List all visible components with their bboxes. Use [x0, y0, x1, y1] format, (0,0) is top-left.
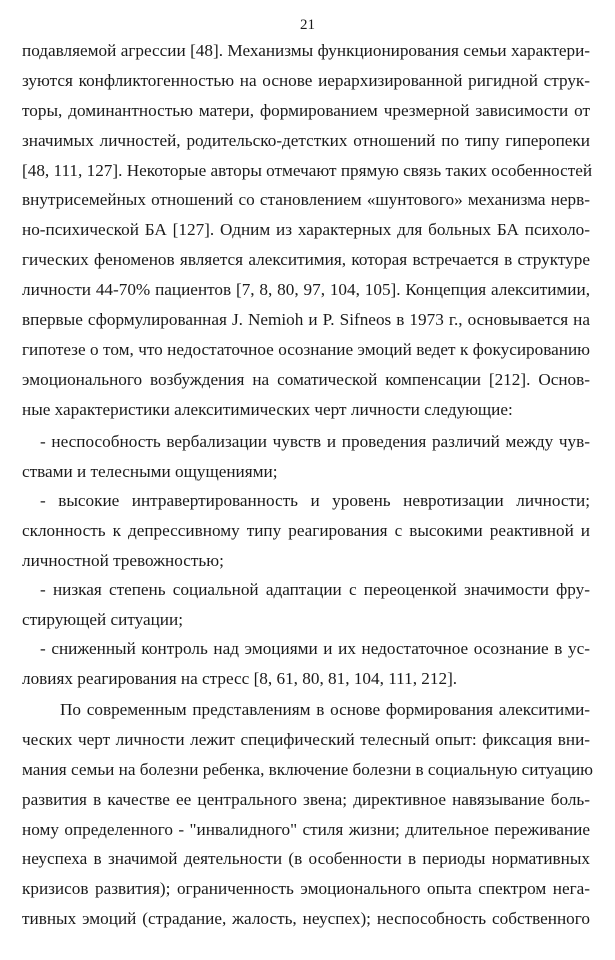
text-line: развития в качестве ее центрального звена; директивное навязывание боль-: [22, 789, 590, 809]
text-line: тивных эмоций (страдание, жалость, неуспех); неспособность собственного: [22, 909, 590, 929]
text-line: гических феноменов является алекситимия, которая встречается в структуре: [22, 250, 590, 270]
text-line: подавляемой агрессии [48]. Механизмы функционирования семьи характери-: [22, 41, 590, 60]
list-item-emotion-control: [22, 634, 590, 694]
text-line: По современным представлениям в основе формирования алекситими-: [60, 700, 590, 719]
text-line: кризисов развития); ограниченность эмоционального опыта спектром нега-: [22, 879, 590, 899]
text-line: гипотезе о том, что недостаточное осознание эмоций ведет к фокусированию: [22, 339, 590, 359]
text-line: - неспособность вербализации чувств и проведения различий между чув-: [40, 432, 590, 451]
text-line: мания семьи на болезни ребенка, включение болезни в социальную ситуацию: [22, 759, 594, 779]
text-line: - сниженный контроль над эмоциями и их недостаточное осознание в ус-: [40, 639, 590, 658]
page-number: 21: [300, 17, 315, 33]
paragraph-bodily-experience: [22, 695, 594, 934]
list-item-introversion: [22, 486, 590, 576]
text-line: эмоционального возбуждения на соматической компенсации [212]. Основ-: [22, 369, 590, 389]
text-line: неуспеха в значимой деятельности (в особенности в периоды нормативных: [22, 849, 590, 869]
text-line: значимых личностей, родительско-детстких отношений по типу гиперопеки: [22, 130, 590, 150]
text-line: стирующей ситуации;: [22, 609, 183, 629]
list-item-verbalization: [22, 427, 590, 487]
text-line: ные характеристики алекситимических черт личности следующие:: [22, 399, 513, 419]
text-line: торы, доминантностью матери, формированием чрезмерной зависимости от: [22, 100, 590, 120]
text-line: ному определенного - "инвалидного" стиля жизни; длительное переживание: [22, 819, 590, 839]
text-line: - низкая степень социальной адаптации с переоценкой значимости фру-: [40, 580, 590, 599]
text-line: личности 44-70% пациентов [7, 8, 80, 97, 104, 105]. Концепция алекситимии,: [22, 280, 590, 300]
text-line: ловиях реагирования на стресс [8, 61, 80, 81, 104, 111, 212].: [22, 668, 458, 688]
text-line: личностной тревожностью;: [22, 550, 224, 570]
text-line: впервые сформулированная J. Nemioh и P. Sifneos в 1973 г., основывается на: [22, 310, 590, 330]
text-line: ствами и телесными ощущениями;: [22, 461, 278, 481]
text-line: [48, 111, 127]. Некоторые авторы отмечают прямую связь таких особенностей: [22, 160, 593, 180]
text-line: внутрисемейных отношений со становлением «шунтового» механизма нерв-: [22, 190, 590, 210]
text-line: но-психической БА [127]. Одним из характерных для больных БА психоло-: [22, 220, 590, 240]
list-item-social-adaptation: [22, 575, 590, 635]
text-line: склонность к депрессивному типу реагирования с высокими реактивной и: [22, 520, 590, 540]
paragraph-alexithymia-intro: [22, 36, 593, 425]
text-line: зуются конфликтогенностью на основе иерархизированной ригидной струк-: [22, 70, 590, 90]
text-line: ческих черт личности лежит специфический телесный опыт: фиксация вни-: [22, 729, 590, 749]
text-line: - высокие интравертированность и уровень невротизации личности;: [40, 491, 590, 510]
